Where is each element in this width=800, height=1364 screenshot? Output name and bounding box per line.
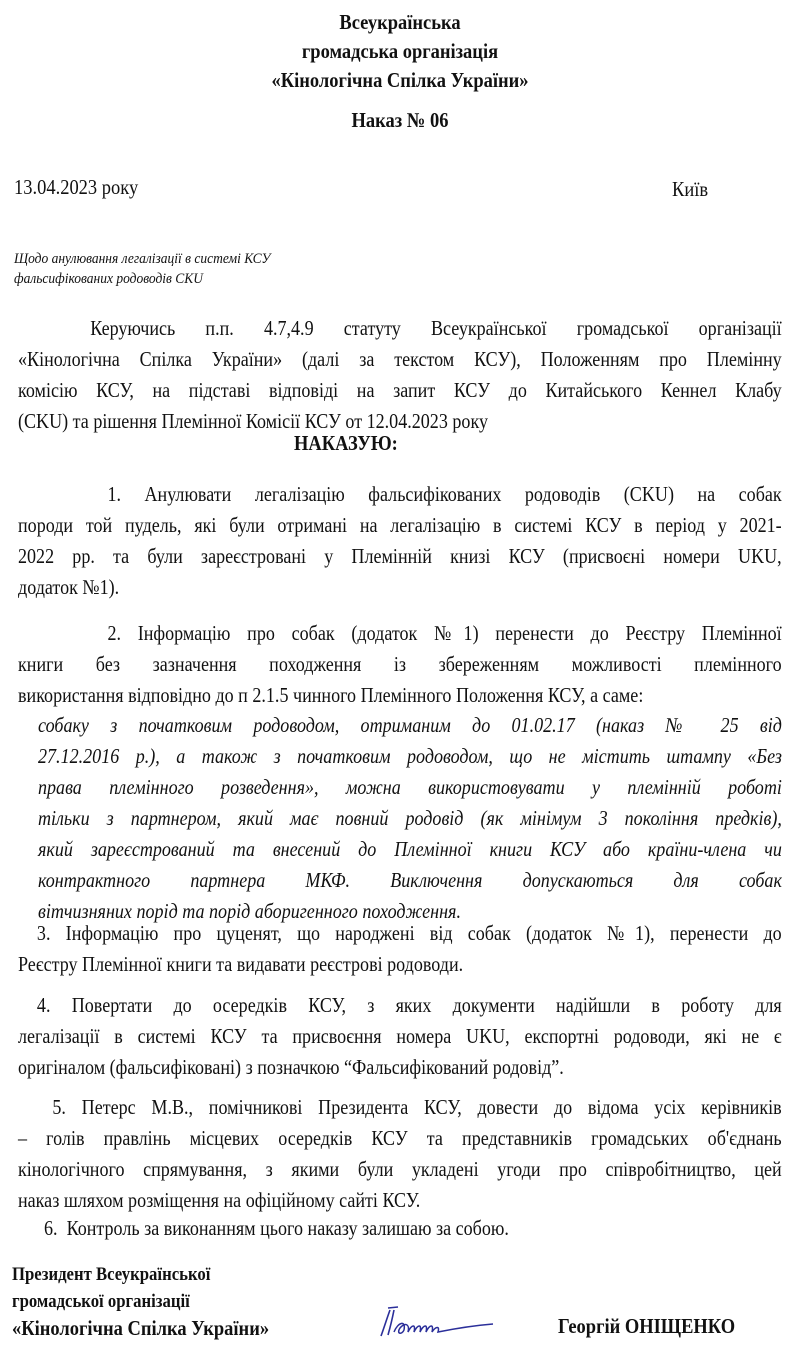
preamble-line: Керуючись п.п. 4.7,4.9 статуту Всеукраїнської громадської організації: [90, 316, 782, 340]
item-line: 5. Петерс М.В., помічникові Президента КСУ, довести до відома усіх керівників: [52, 1095, 782, 1119]
signature-icon: [378, 1302, 498, 1342]
org-name-line2: громадська організація: [301, 39, 499, 63]
preamble-line: комісію КСУ, на підставі відповіді на запит КСУ до Китайського Кеннел Клабу: [18, 378, 782, 402]
preamble-line: «Кінологічна Спілка України» (далі за текстом КСУ), Положенням про Племінну: [18, 347, 782, 371]
order-item-2-quote: [38, 710, 782, 927]
item-line: 2. Інформацію про собак (додаток №1) перенести до Реєстру Племінної: [107, 621, 782, 645]
signatory-title-line: громадської організації: [12, 1291, 190, 1312]
item-line: 2022 рр. та були зареєстровані у Племінній книзі КСУ (присвоєні номери UKU,: [18, 544, 782, 568]
item-line: породи той пудель, які були отримані на легалізацію в системі КСУ в період у 2021-: [18, 513, 782, 537]
order-title: Наказ № 06: [351, 108, 449, 132]
order-directive-heading: НАКАЗУЮ:: [294, 431, 398, 455]
signatory-title-line: Президент Всеукраїнської: [12, 1264, 211, 1285]
order-item-6: 6. Контроль за виконанням цього наказу залишаю за собою.: [44, 1216, 509, 1240]
item-line: використання відповідно до п 2.1.5 чинного Племінного Положення КСУ, а саме:: [18, 683, 644, 707]
order-date: 13.04.2023 року: [14, 175, 139, 199]
item-line: Реєстру Племінної книги та видавати реєстрові родоводи.: [18, 952, 464, 976]
item-line: наказ шляхом розміщення на офіційному сайті КСУ.: [18, 1188, 421, 1212]
item-line: оригіналом (фальсифіковані) з позначкою “Фальсифікований родовід”.: [18, 1055, 564, 1079]
order-item-1: [18, 479, 782, 603]
order-subject: [14, 249, 271, 289]
subject-line: Щодо анулювання легалізації в системі КСУ: [14, 251, 271, 267]
item-line: 1. Анулювати легалізацію фальсифікованих родоводів (CKU) на собак: [107, 482, 782, 506]
quote-line: 27.12.2016 р.), а також з початковим родоводом, що не містить штампу «Без: [38, 744, 782, 768]
item-line: кінологічного спрямування, з якими були укладені угоди про співробітництво, цей: [18, 1157, 782, 1181]
org-name-line3: «Кінологічна Спілка України»: [271, 68, 529, 92]
order-item-5: [18, 1092, 782, 1216]
quote-line: який зареєстрований та внесений до Племінної книги КСУ або країни-члена чи: [38, 837, 782, 861]
quote-line: вітчизняних порід та порід аборигенного походження.: [38, 899, 461, 923]
item-line: книги без зазначення походження із збереженням можливості племінного: [18, 652, 782, 676]
order-item-2: [18, 618, 782, 711]
order-item-4: [18, 990, 782, 1083]
signatory-title: [12, 1261, 269, 1342]
item-line: – голів правлінь місцевих осередків КСУ та представників громадських об'єднань: [18, 1126, 782, 1150]
quote-line: собаку з початковим родоводом, отриманим до 01.02.17 (наказ № 25 від: [38, 713, 782, 737]
quote-line: тільки з партнером, який має повний родовід (як мінімум 3 покоління предків),: [38, 806, 782, 830]
quote-line: контрактного партнера МКФ. Виключення допускаються для собак: [38, 868, 782, 892]
item-line: 3. Інформацію про цуценят, що народжені від собак (додаток №1), перенести до: [36, 921, 782, 945]
item-line: легалізації в системі КСУ та присвоєння номера UKU, експортні родоводи, які не є: [18, 1024, 782, 1048]
item-line: додаток №1).: [18, 575, 120, 599]
preamble-paragraph: [18, 313, 782, 437]
item-line: 4. Повертати до осередків КСУ, з яких документи надійшли в роботу для: [36, 993, 782, 1017]
signatory-name: Георгій ОНІЩЕНКО: [558, 1314, 736, 1338]
preamble-line: (CKU) та рішення Племінної Комісії КСУ от 12.04.2023 року: [18, 409, 489, 433]
subject-line: фальсифікованих родоводів CKU: [14, 271, 204, 287]
order-item-3: [18, 918, 782, 980]
org-name-line1: Всеукраїнська: [339, 10, 461, 34]
signatory-title-line: «Кінологічна Спілка України»: [12, 1316, 270, 1340]
quote-line: права племінного розведення», можна використовувати у племінній роботі: [38, 775, 782, 799]
order-city: Київ: [672, 177, 709, 201]
